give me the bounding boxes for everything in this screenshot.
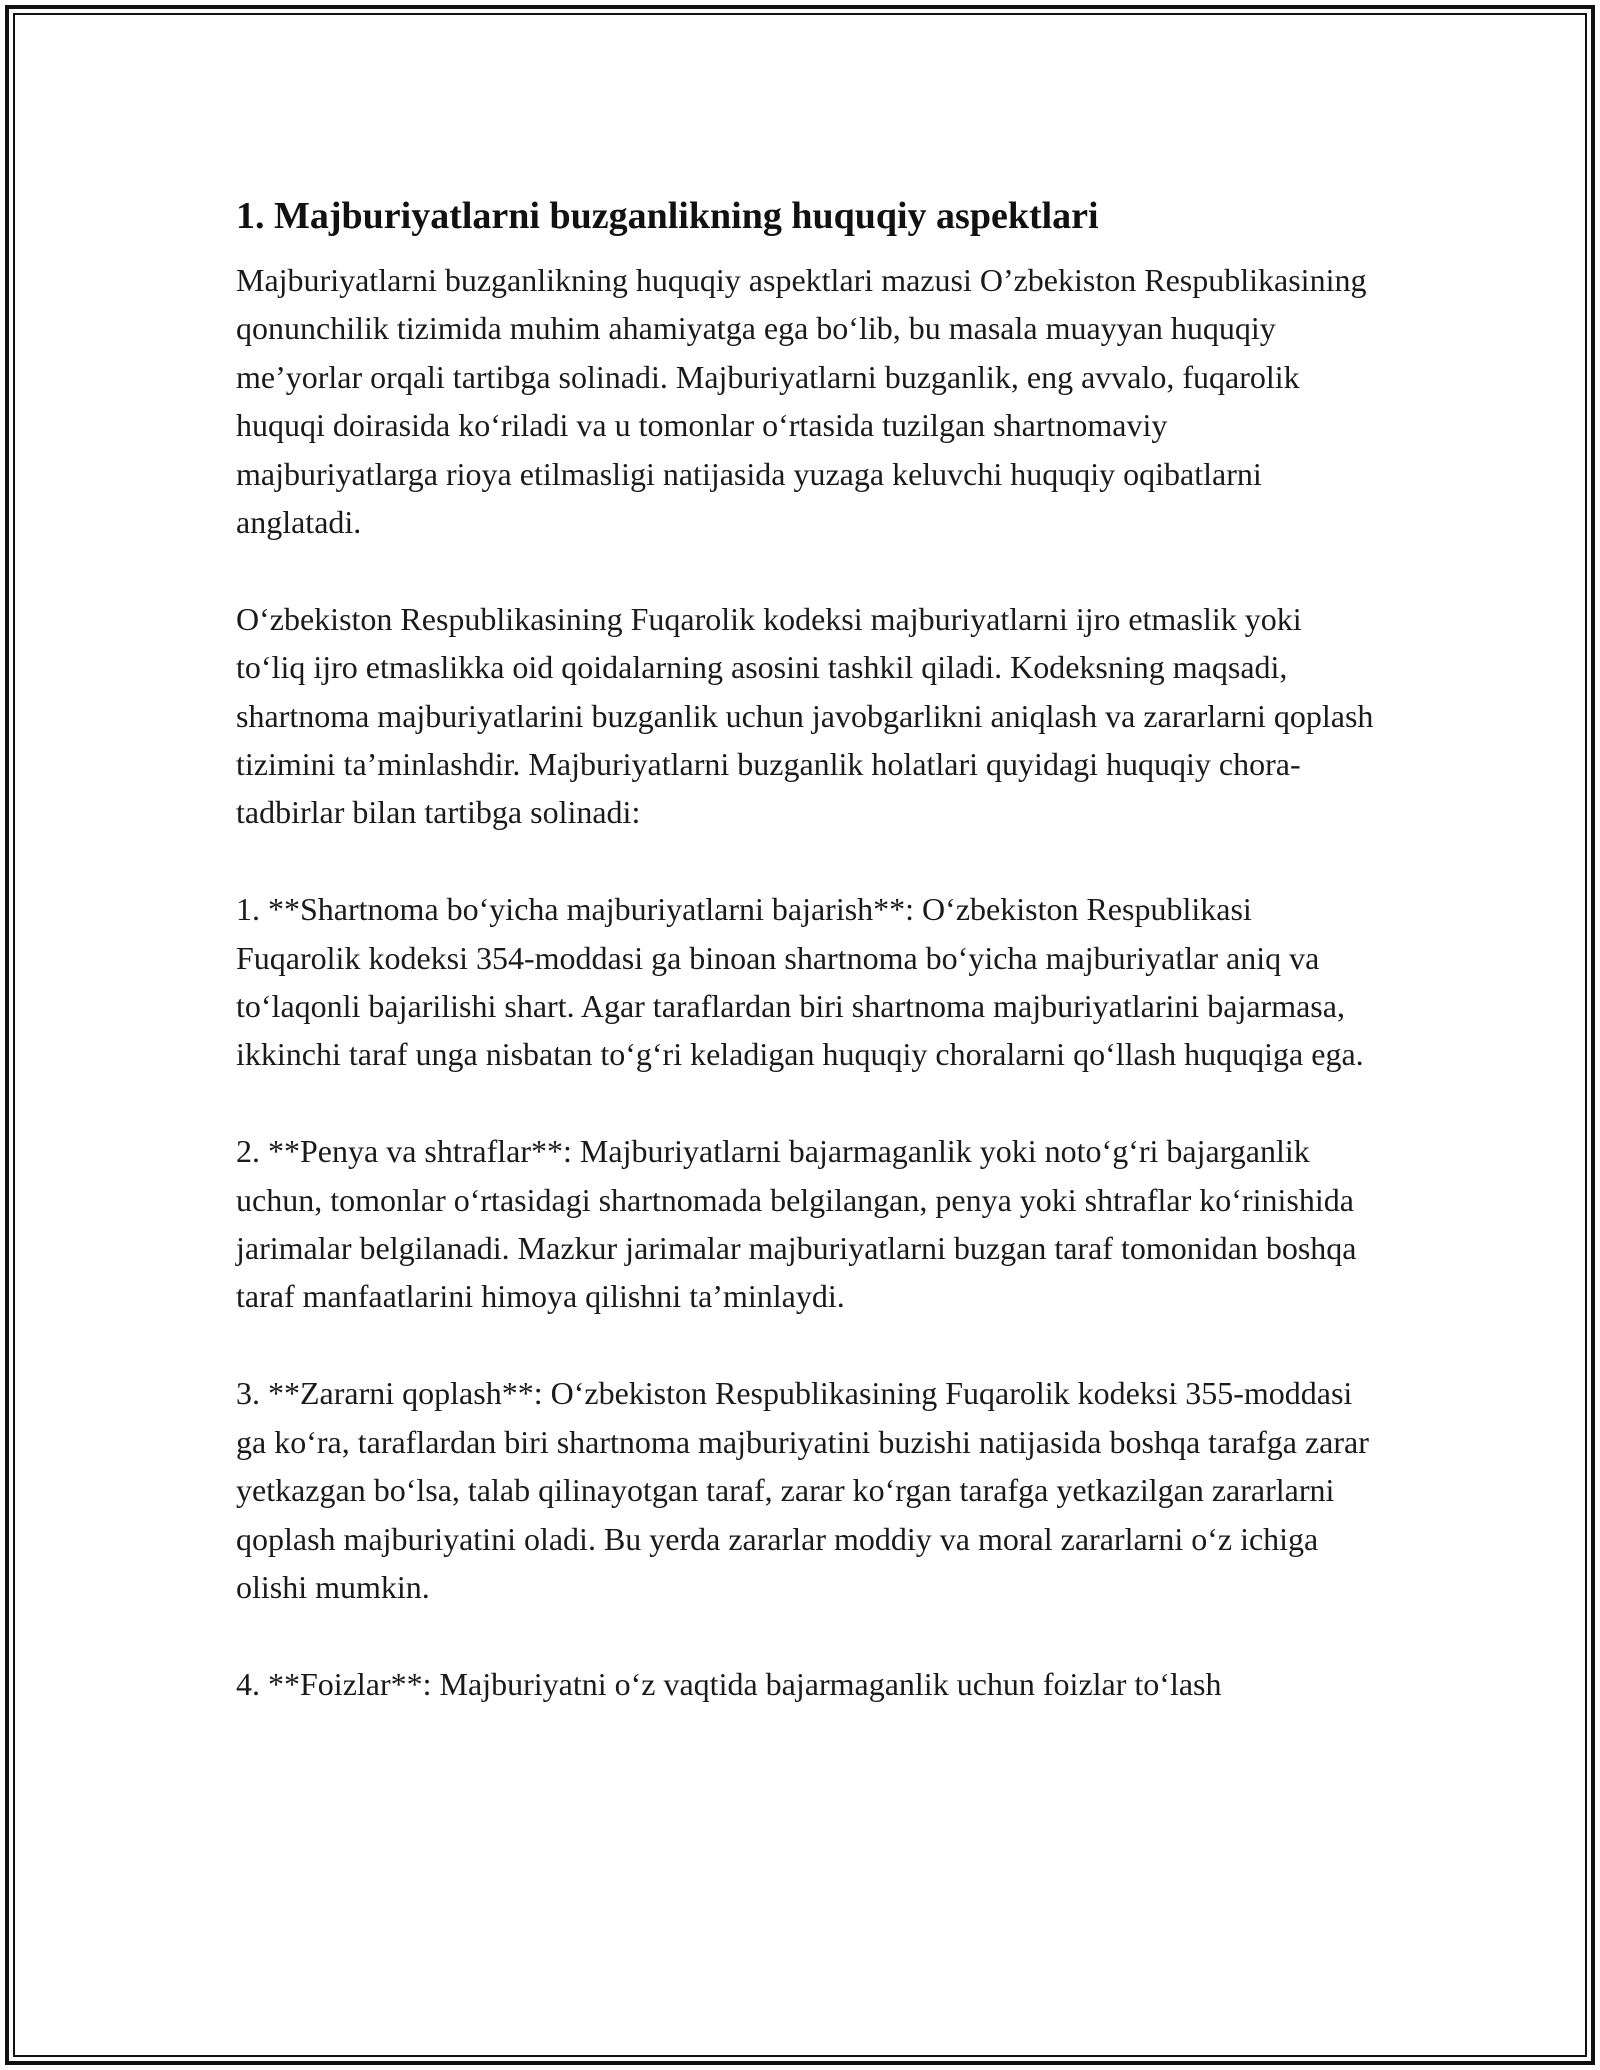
list-item-damages: 3. **Zararni qoplash**: O‘zbekiston Respublikasining Fuqarolik kodeksi 355-moddasi ga ko‘ra, taraflardan biri shartnoma majburiyatini buzishi natijasida boshqa tarafga zarar yetkazgan bo‘lsa, talab qilinayotgan taraf, zarar ko‘rgan tarafga yetkazilgan zararlarni qoplash majburiyatini oladi. Bu yerda zararlar moddiy va moral zararlarni o‘z ichiga olishi mumkin.: [236, 1375, 1369, 1605]
list-item-penalties: 2. **Penya va shtraflar**: Majburiyatlarni bajarmaganlik yoki noto‘g‘ri bajarganlik uchun, tomonlar o‘rtasidagi shartnomada belgilangan, penya yoki shtraflar ko‘rinishida jarimalar belgilanadi. Mazkur jarimalar majburiyatlarni buzgan taraf tomonidan boshqa taraf manfaatlarini himoya qilishni ta’minlaydi.: [236, 1133, 1357, 1315]
intro-paragraph: Majburiyatlarni buzganlikning huquqiy aspektlari mazusi O’zbekiston Respublikasining qonunchilik tizimida muhim ahamiyatga ega bo‘lib, bu masala muayyan huquqiy me’yorlar orqali tartibga solinadi. Majburiyatlarni buzganlik, eng avvalo, fuqarolik huquqi doirasida ko‘riladi va u tomonlar o‘rtasida tuzilgan shartnomaviy majburiyatlarga rioya etilmasligi natijasida yuzaga keluvchi huquqiy oqibatlarni anglatadi.: [236, 262, 1367, 541]
list-item-contract-performance: 1. **Shartnoma bo‘yicha majburiyatlarni bajarish**: O‘zbekiston Respublikasi Fuqarolik kodeksi 354-moddasi ga binoan shartnoma bo‘yicha majburiyatlar aniq va to‘laqonli bajarilishi shart. Agar taraflardan biri shartnoma majburiyatlarini bajarmasa, ikkinchi taraf unga nisbatan to‘g‘ri keladigan huquqiy choralarni qo‘llash huquqiga ega.: [236, 891, 1364, 1073]
list-item-interest: 4. **Foizlar**: Majburiyatni o‘z vaqtida bajarmaganlik uchun foizlar to‘lash: [236, 1665, 1222, 1702]
civil-code-paragraph: O‘zbekiston Respublikasining Fuqarolik kodeksi majburiyatlarni ijro etmaslik yoki to‘liq ijro etmaslikka oid qoidalarning asosini tashkil qiladi. Kodeksning maqsadi, shartnoma majburiyatlarini buzganlik uchun javobgarlikni aniqlash va zararlarni qoplash tizimini ta’minlashdir. Majburiyatlarni buzganlik holatlari quyidagi huquqiy chora-tadbirlar bilan tartibga solinadi:: [236, 600, 1374, 831]
section-title: 1. Majburiyatlarni buzganlikning huquqiy aspektlari: [236, 195, 1099, 237]
document-body: [236, 188, 1376, 1708]
